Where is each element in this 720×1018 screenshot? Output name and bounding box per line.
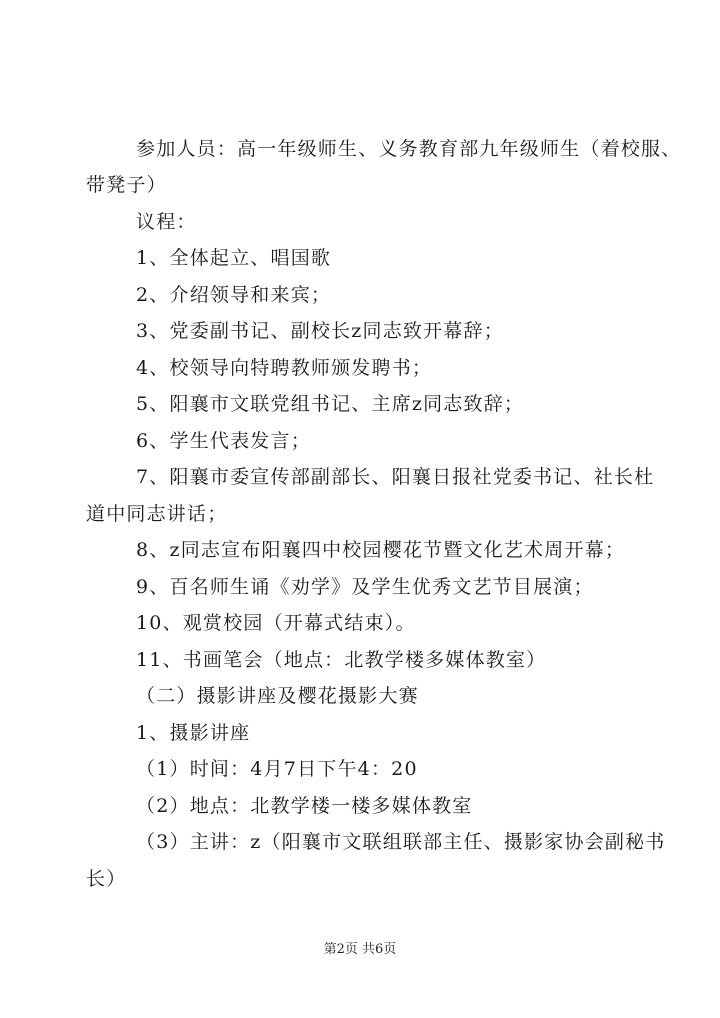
text-line: 长） — [86, 868, 127, 890]
page-number-footer: 第2页 共6页 — [323, 942, 397, 957]
text-line: 9、百名师生诵《劝学》及学生优秀文艺节目展演； — [136, 576, 594, 598]
text-line: 1、摄影讲座 — [136, 722, 251, 744]
text-line: 带凳子） — [86, 174, 167, 196]
text-line: 10、观赏校园（开幕式结束）。 — [136, 612, 416, 634]
text-line: 2、介绍领导和来宾； — [136, 284, 332, 306]
text-line: 1、全体起立、唱国歌 — [136, 247, 332, 269]
text-line: 参加人员：高一年级师生、义务教育部九年级师生（着校服、 — [136, 138, 682, 160]
text-line: 11、书画笔会（地点：北教学楼多媒体教室） — [136, 649, 547, 671]
text-line: 道中同志讲话； — [86, 503, 228, 525]
text-line: 7、阳襄市委宣传部副部长、阳襄日报社党委书记、社长杜 — [136, 466, 655, 488]
text-line: （2）地点：北教学楼一楼多媒体教室 — [136, 795, 473, 817]
text-line: 5、阳襄市文联党组书记、主席z同志致辞； — [136, 393, 525, 415]
text-line: 8、z同志宣布阳襄四中校园樱花节暨文化艺术周开幕； — [136, 539, 626, 561]
text-line: （3）主讲：z（阳襄市文联组联部主任、摄影家协会副秘书 — [136, 831, 666, 853]
text-line: （1）时间：4月7日下午4：20 — [136, 758, 418, 780]
text-line: 6、学生代表发言； — [136, 430, 311, 452]
text-line: 4、校领导向特聘教师颁发聘书； — [136, 357, 433, 379]
text-line: 3、党委副书记、副校长z同志致开幕辞； — [136, 320, 504, 342]
section-heading: （二）摄影讲座及樱花摄影大赛 — [136, 685, 419, 707]
text-line: 议程： — [136, 211, 197, 233]
